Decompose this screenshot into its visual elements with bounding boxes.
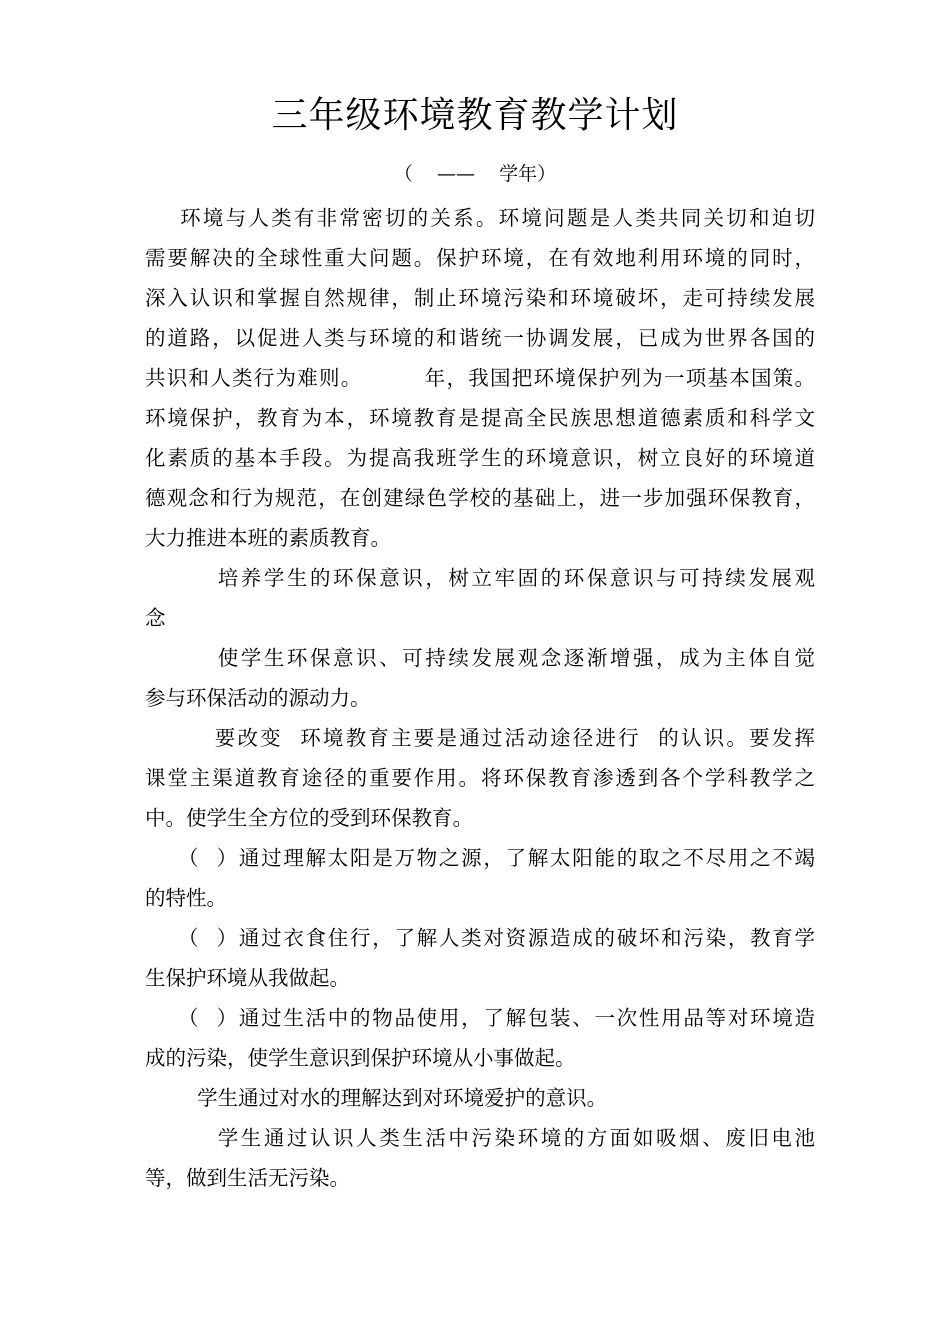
paragraph-line: 德观念和行为规范，在创建绿色学校的基础上，进一步加强环保教育， bbox=[145, 486, 815, 510]
paragraph-line: 学生通过对水的理解达到对环境爱护的意识。 bbox=[145, 1086, 608, 1110]
paragraph-line: 培养学生的环保意识，树立牢固的环保意识与可持续发展观 bbox=[145, 566, 815, 590]
paragraph-line: 生保护环境从我做起。 bbox=[145, 966, 350, 990]
paragraph-line: （ ）通过生活中的物品使用，了解包装、一次性用品等对环境造 bbox=[145, 1006, 815, 1030]
paragraph-line: 的道路，以促进人类与环境的和谐统一协调发展，已成为世界各国的 bbox=[145, 326, 815, 350]
paragraph-line: 参与环保活动的源动力。 bbox=[145, 686, 371, 710]
paragraph-line: 化素质的基本手段。为提高我班学生的环境意识，树立良好的环境道 bbox=[145, 446, 815, 470]
paragraph-line: 课堂主渠道教育途径的重要作用。将环保教育渗透到各个学科教学之 bbox=[145, 766, 815, 790]
document-subtitle: （ —— 学年） bbox=[393, 163, 557, 185]
paragraph-line: 需要解决的全球性重大问题。保护环境，在有效地利用环境的同时， bbox=[145, 246, 815, 270]
paragraph-line: 使学生环保意识、可持续发展观念逐渐增强，成为主体自觉 bbox=[145, 646, 815, 670]
paragraph-line: （ ）通过理解太阳是万物之源，了解太阳能的取之不尽用之不竭 bbox=[145, 846, 815, 870]
paragraph-line: 中。使学生全方位的受到环保教育。 bbox=[145, 806, 473, 830]
paragraph-line: 大力推进本班的素质教育。 bbox=[145, 526, 391, 550]
paragraph-line: 环境与人类有非常密切的关系。环境问题是人类共同关切和迫切 bbox=[145, 206, 815, 230]
paragraph-line: （ ）通过衣食住行，了解人类对资源造成的破坏和污染，教育学 bbox=[145, 926, 815, 950]
document-title: 三年级环境教育教学计划 bbox=[271, 95, 679, 136]
paragraph-line: 环境保护，教育为本，环境教育是提高全民族思想道德素质和科学文 bbox=[145, 406, 815, 430]
paragraph-line: 成的污染，使学生意识到保护环境从小事做起。 bbox=[145, 1046, 576, 1070]
paragraph-line: 的特性。 bbox=[145, 886, 227, 910]
paragraph-line: 深入认识和掌握自然规律，制止环境污染和环境破坏，走可持续发展 bbox=[145, 286, 815, 310]
paragraph-line: 要改变 环境教育主要是通过活动途径进行 的认识。要发挥 bbox=[145, 726, 815, 750]
paragraph-line: 共识和人类行为难则。 年，我国把环境保护列为一项基本国策。 bbox=[145, 366, 815, 390]
paragraph-line: 学生通过认识人类生活中污染环境的方面如吸烟、废旧电池 bbox=[145, 1126, 815, 1150]
paragraph-line: 等，做到生活无污染。 bbox=[145, 1166, 350, 1190]
paragraph-line: 念 bbox=[145, 606, 166, 630]
